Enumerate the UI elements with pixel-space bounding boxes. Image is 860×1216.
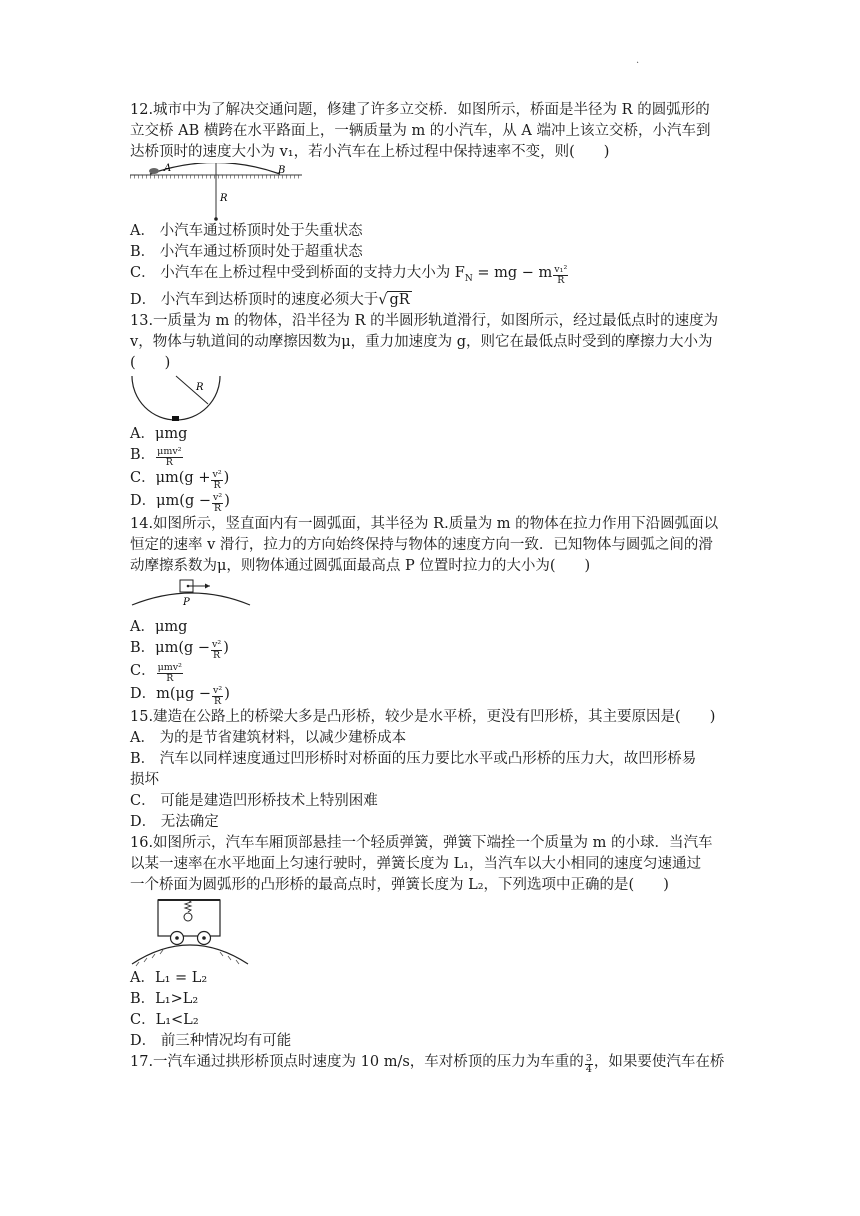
q14-arc-figure <box>130 577 254 617</box>
q16-line-3: 一个桥面为圆弧形的凸形桥的最高点时，弹簧长度为 L₂，下列选项中正确的是( ) <box>130 876 669 893</box>
q17-prefix: 17.一汽车通过拱形桥顶点时速度为 10 m/s，车对桥顶的压力为车重的 <box>130 1053 584 1070</box>
q12-line-2: 立交桥 AB 横跨在水平路面上，一辆质量为 m 的小汽车，从 A 端冲上该立交桥，小汽车到 <box>130 123 711 139</box>
q13-b-fraction <box>156 447 182 468</box>
q16-line-1: 16.如图所示，汽车车厢顶部悬挂一个轻质弹簧，弹簧下端拴一个质量为 m 的小球．当汽车 <box>130 834 713 851</box>
q14-d-prefix: D．m(μg − <box>130 685 211 702</box>
q13-label-r: R <box>196 381 204 393</box>
q14-line-3: 动摩擦系数为μ，则物体通过圆弧面最高点 P 位置时拉力的大小为( ) <box>130 557 591 574</box>
q12-c-mid: = mg − m <box>472 265 553 281</box>
q16-option-d: D． 前三种情况均有可能 <box>130 1032 292 1049</box>
q15-option-b-cont: 损坏 <box>130 771 159 788</box>
q14-option-b <box>130 638 730 661</box>
q12-c-sub: N <box>464 273 473 284</box>
q12-option-d: D． 小汽车到达桥顶时的速度必须大于√ gR <box>130 291 410 308</box>
q14-b-den: R <box>213 649 221 661</box>
question-12 <box>130 100 730 311</box>
q14-option-c <box>130 661 730 684</box>
q13-b-num: μmv² <box>157 445 182 457</box>
q12-label-b: B <box>278 165 286 176</box>
question-13 <box>130 311 730 514</box>
q16-line-2: 以某一速率在水平地面上匀速行驶时，弹簧长度为 L₁，当汽车以大小相同的速度匀速通过 <box>130 855 702 872</box>
q12-option-a: A． 小汽车通过桥顶时处于失重状态 <box>130 223 363 239</box>
q14-option-d <box>130 684 730 707</box>
q13-line-2: v，物体与轨道间的动摩擦因数为μ，重力加速度为 g，则它在最低点时受到的摩擦力大小为 <box>130 333 713 350</box>
q17-den: 4 <box>585 1063 592 1075</box>
q13-c-num: v² <box>212 468 222 480</box>
q14-option-a: A．μmg <box>130 618 188 635</box>
q15-option-c: C． 可能是建造凹形桥技术上特别困难 <box>130 792 378 809</box>
q12-c-prefix: C． 小汽车在上桥过程中受到桥面的支持力大小为 F <box>130 265 465 281</box>
q13-d-prefix: D．μm(g − <box>130 492 211 509</box>
q16-option-c: C．L₁<L₂ <box>130 1011 199 1028</box>
q14-c-den: R <box>166 672 174 684</box>
q15-option-b: B． 汽车以同样速度通过凹形桥时对桥面的压力要比水平或凸形桥的压力大，故凹形桥易 <box>130 750 697 767</box>
q12-c-num: v₁² <box>554 264 568 275</box>
q13-d-fraction <box>212 493 223 514</box>
q13-d-den: R <box>214 502 222 514</box>
q15-option-d: D． 无法确定 <box>130 813 219 830</box>
q12-option-c <box>130 263 730 290</box>
q13-b-prefix: B． <box>130 446 156 463</box>
q13-line-3: ( ) <box>130 354 171 371</box>
q13-option-c <box>130 468 730 491</box>
q17-line-1 <box>130 1052 730 1075</box>
q12-d-root: gR <box>389 291 410 308</box>
q13-d-num: v² <box>213 491 223 503</box>
q12-line-1: 12.城市中为了解决交通问题，修建了许多立交桥．如图所示，桥面是半径为 R 的圆弧形的 <box>130 102 710 118</box>
q14-line-2: 恒定的速率 v 滑行，拉力的方向始终保持与物体的速度方向一致．已知物体与圆弧之间的滑 <box>130 536 713 553</box>
q14-b-num: v² <box>212 638 222 650</box>
q14-b-suffix: ) <box>223 639 229 656</box>
q14-b-fraction <box>211 640 222 661</box>
q13-option-a: A．μmg <box>130 425 188 442</box>
q16-car-bridge-figure <box>130 896 254 968</box>
q13-c-suffix: ) <box>223 469 230 486</box>
q13-d-suffix: ) <box>224 492 230 509</box>
document-page <box>130 100 730 1075</box>
q14-d-fraction <box>212 686 223 707</box>
q13-c-prefix: C．μm(g + <box>130 469 211 486</box>
question-16 <box>130 833 730 1052</box>
q13-b-den: R <box>165 456 173 468</box>
q13-semicircle-figure <box>130 374 230 424</box>
q12-line-3: 达桥顶时的速度大小为 v₁，若小汽车在上桥过程中保持速率不变，则( ) <box>130 144 610 160</box>
q13-option-d <box>130 491 730 514</box>
question-14 <box>130 514 730 707</box>
q15-line-1: 15.建造在公路上的桥梁大多是凸形桥，较少是水平桥，更没有凹形桥，其主要原因是( ) <box>130 708 716 725</box>
q16-option-a: A．L₁ = L₂ <box>130 969 208 986</box>
q12-label-a: A <box>164 163 172 174</box>
q14-d-den: R <box>214 695 222 707</box>
q17-num: 3 <box>585 1052 592 1064</box>
page-mark: · <box>636 58 640 69</box>
q12-label-r: R <box>220 193 228 204</box>
q14-d-suffix: ) <box>224 685 230 702</box>
q14-d-num: v² <box>213 684 223 696</box>
q15-option-a: A． 为的是节省建筑材料，以减少建桥成本 <box>130 729 407 746</box>
q12-c-den: R <box>557 275 565 286</box>
q14-line-1: 14.如图所示，竖直面内有一圆弧面，其半径为 R.质量为 m 的物体在拉力作用下沿圆弧面以 <box>130 515 719 532</box>
q16-option-b: B．L₁>L₂ <box>130 990 199 1007</box>
question-17 <box>130 1052 730 1075</box>
q12-d-prefix: D． 小汽车到达桥顶时的速度必须大于 <box>130 291 379 308</box>
q14-label-p: P <box>183 596 190 608</box>
q13-c-den: R <box>213 479 221 491</box>
q14-c-fraction <box>157 663 183 684</box>
q17-fraction <box>585 1054 593 1075</box>
q13-option-b <box>130 445 730 468</box>
q14-b-prefix: B．μm(g − <box>130 639 211 656</box>
q17-suffix: ，如果要使汽车在桥 <box>593 1053 725 1070</box>
question-15 <box>130 707 730 833</box>
q12-bridge-figure <box>130 163 310 221</box>
q14-c-num: μmv² <box>157 661 182 673</box>
q13-c-fraction <box>211 470 222 491</box>
q12-option-b: B． 小汽车通过桥顶时处于超重状态 <box>130 244 363 260</box>
q14-c-prefix: C． <box>130 662 156 679</box>
q13-line-1: 13.一质量为 m 的物体，沿半径为 R 的半圆形轨道滑行，如图所示，经过最低点时的速度为 <box>130 312 719 329</box>
q12-c-fraction <box>553 265 568 286</box>
